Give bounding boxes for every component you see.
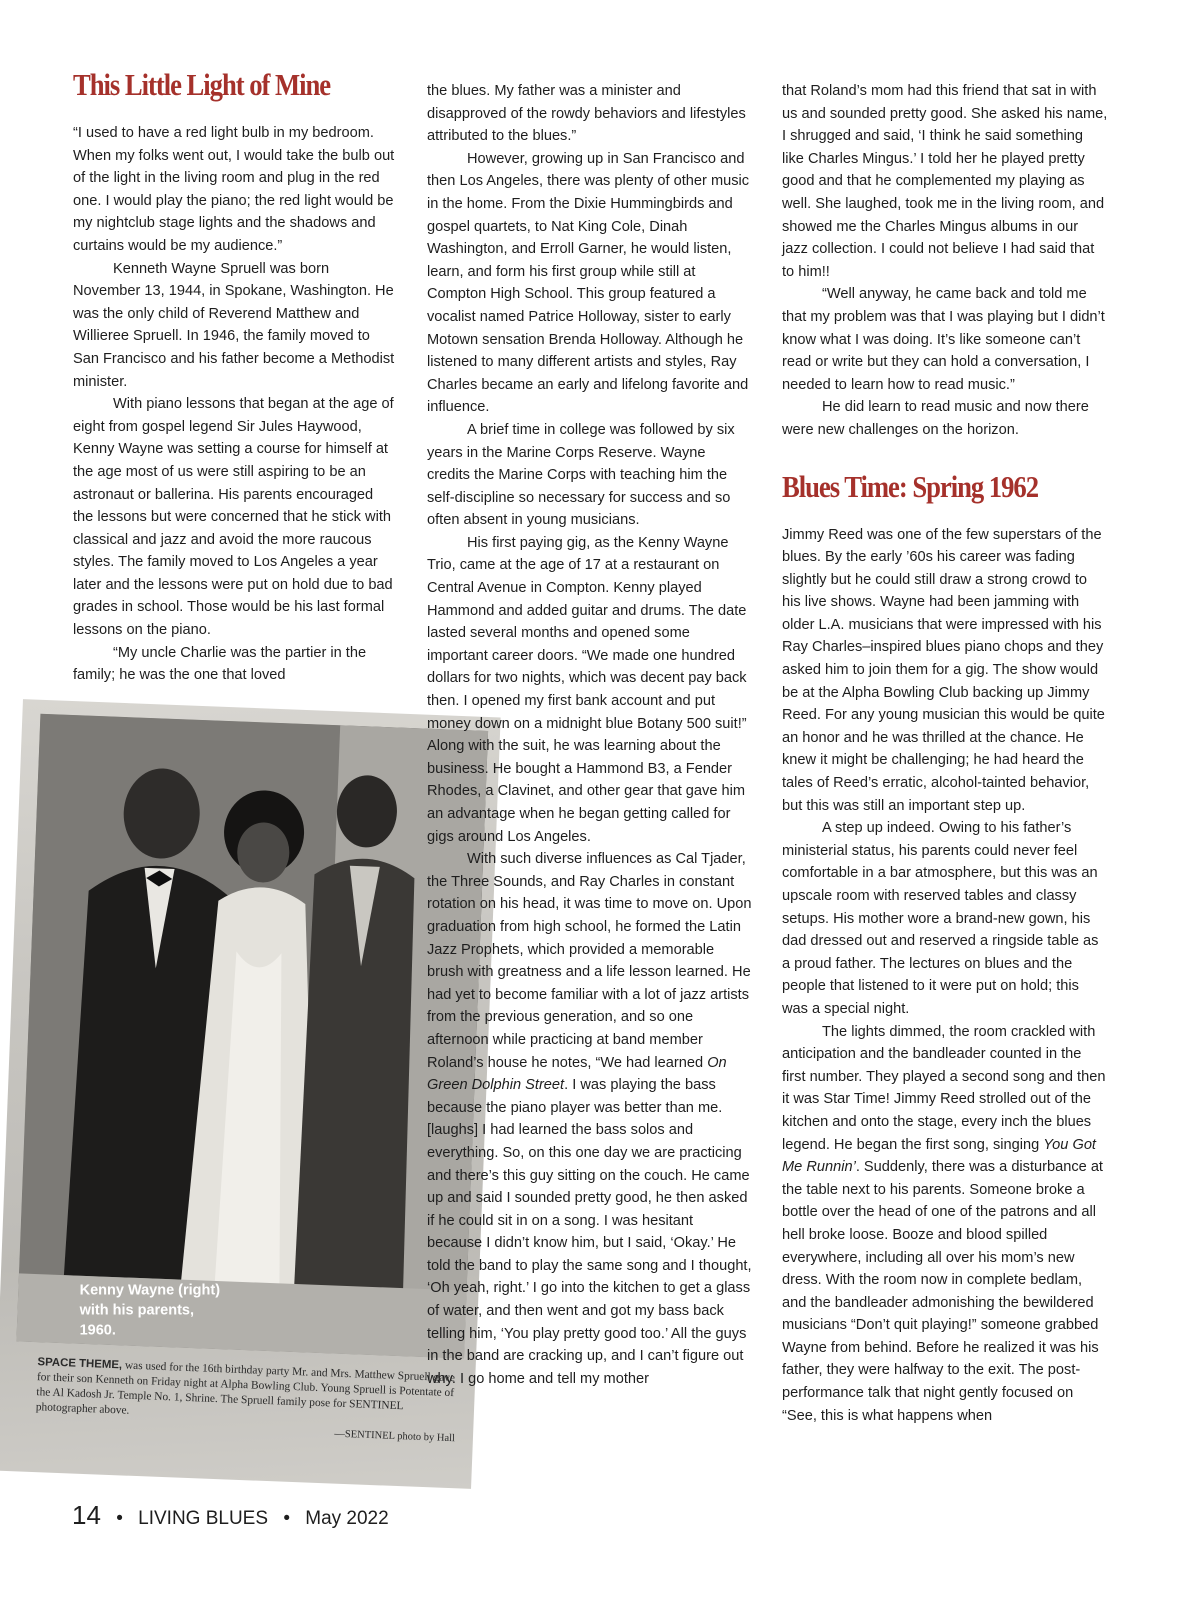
paragraph: However, growing up in San Francisco and then Los Angeles, there was plenty of other music in the home. From the Dixie Hummingbirds and gospel quartets, to Nat King Cole, Dinah Washington, and Erroll Garner, he would listen, learn, and form his first group while still at Compton High School. This group featured a vocalist named Patrice Holloway, sister to early Motown sensation Brenda Holloway. Although he listened to many different artists and styles, Ray Charles became an early and lifelong favorite and influence.	[427, 150, 750, 416]
paragraph-text: The lights dimmed, the room crackled with anticipation and the bandleader counted in the first number. They played a second song and then it was Star Time! Jimmy Reed strolled out of the kitchen and onto the stage, every inch the blues legend. He began the first song, singing	[782, 1023, 1106, 1153]
paragraph	[782, 1021, 1108, 1428]
paragraph: His first paying gig, as the Kenny Wayne Trio, came at the age of 17 at a restaurant on Central Avenue in Compton. Kenny played Hammond and added guitar and drums. The date lasted several months and opened some important career doors. “We made one hundred dollars for two nights, which was decent pay back then. I opened my first bank account and put money down on a midnight blue Botany 500 suit!” Along with the suit, he was learning about the business. He bought a Hammond B3, a Fender Rhodes, a Clavinet, and other gear that gave him an advantage when he began getting called for gigs around Los Angeles.	[427, 534, 747, 845]
paragraph-text: . I was playing the bass because the piano player was better than me. [laughs] I had learned the bass solos and everything. So, on this one day we are practicing and there’s this guy sitting on the couch. He came up and said I sounded pretty good, he then asked if he could sit in on a song. I was hesitant because I didn’t know him, but I said, ‘Okay.’ He told the band to play the same song and I thought, ‘Oh yeah, right.’ I go into the kitchen to get a glass of water, and then went and got my bass back telling him, ‘You play pretty good too.’ All the guys in the band are cracking up, and I can’t figure out why. I go home and tell my mother	[427, 1077, 752, 1387]
family-photo	[16, 714, 488, 1359]
paragraph: the blues. My father was a minister and disapproved of the rowdy behaviors and lifestyles attributed to the blues.”	[427, 83, 746, 145]
paragraph-text: . Suddenly, there was a disturbance at the table next to his parents. Someone broke a bottle over the head of one of the patrons and all hell broke loose. Booze and blood spilled everywhere, including all over his mom’s new dress. With the room now in complete bedlam, and the bandleader admonishing the bewildered musicians “Don’t quit playing!” someone grabbed Wayne from behind. Before he realized it was his father, they were halfway to the exit. The post-performance talk that night gently focused on “See, this is what happens when	[782, 1159, 1103, 1424]
paragraph: that Roland’s mom had this friend that sat in with us and sounded pretty good. She asked his name, I shrugged and said, ‘I think he said something like Charles Mingus.’ I told her he played pretty good and that he complemented my playing as well. She laughed, took me in the living room, and showed me the Charles Mingus albums in our jazz collection. I could not believe I had said that to him!!	[782, 83, 1108, 280]
clipping-text: was used for the 16th birthday party Mr. and Mrs. Matthew Spruell gave for their son Kenneth on Friday night at Alpha Bowling Club. Young Spruell is Potentate of the Al Kadosh Jr. Temple No. 1, Shrine. The Spruell family pose for SENTINEL photographer above.	[35, 1359, 456, 1417]
footer-bullet: •	[283, 1508, 290, 1529]
photo-caption: Kenny Wayne (right) with his parents, 1960.	[79, 1282, 221, 1339]
issue-date: May 2022	[305, 1508, 389, 1529]
paragraph: A brief time in college was followed by six years in the Marine Corps Reserve. Wayne credits the Marine Corps with teaching him the self-discipline so necessary for success and so often absent in young musicians.	[427, 421, 735, 529]
column-2	[427, 80, 752, 1390]
song-title: On Green Dolphin Street	[427, 1054, 727, 1094]
column-3	[782, 80, 1108, 1427]
paragraph: “Well anyway, he came back and told me that my problem was that I was playing but I didn’t know what I was doing. It’s like someone can’t read or write but they can hold a conversation, I needed to learn how to read music.”	[782, 286, 1105, 393]
paragraph: Jimmy Reed was one of the few superstars of the blues. By the early ’60s his career was fading slightly but he could still draw a strong crowd to his live shows. Wayne had been jamming with older L.A. musicians that were impressed with his Ray Charles–inspired blues piano chops and they asked him to join them for a gig. The show would be at the Alpha Bowling Club backing up Jimmy Reed. For any young musician this would be quite an honor and he was thrilled at the chance. He knew it might be challenging; he had heard the tales of Reed’s erratic, alcohol-tainted behavior, but this was still an important step up.	[782, 526, 1105, 814]
clipping-credit: —SENTINEL photo by Hall	[334, 1428, 456, 1445]
paragraph-text: With such diverse influences as Cal Tjader, the Three Sounds, and Ray Charles in constant rotation on his head, it was time to move on. Upon graduation from high school, he formed the Latin Jazz Prophets, which provided a memorable brush with greatness and a life lesson learned. He had yet to become familiar with a lot of jazz artists from the previous generation, and so one afternoon while practicing at band member Roland’s house he notes, “We had learned	[427, 851, 752, 1071]
clipping-caption	[35, 1355, 458, 1446]
magazine-name: LIVING BLUES	[138, 1508, 269, 1529]
family-figures-illustration	[16, 714, 488, 1359]
song-title: You Got Me Runnin’	[782, 1136, 1096, 1176]
column-1	[73, 67, 395, 687]
section-heading-blues-time: Blues Time: Spring 1962	[782, 468, 1039, 504]
page-number: 14	[72, 1500, 101, 1530]
paragraph: Kenneth Wayne Spruell was born November 13, 1944, in Spokane, Washington. He was the only child of Reverend Matthew and Willieree Spruell. In 1946, the family moved to San Francisco and his father become a Methodist minister.	[73, 260, 395, 390]
paragraph: With piano lessons that began at the age of eight from gospel legend Sir Jules Haywood, Kenny Wayne was setting a course for himself at the age most of us were still aspiring to be an astronaut or ballerina. His parents encouraged the lessons but were concerned that he stick with classical and jazz and avoid the more raucous styles. The family moved to Los Angeles a year later and the lessons were put on hold due to bad grades in school. Those would be his last formal lessons on the piano.	[73, 396, 394, 639]
paragraph: “My uncle Charlie was the partier in the family; he was the one that loved	[73, 644, 367, 684]
footer-bullet: •	[116, 1508, 123, 1529]
clipping-lead: SPACE THEME,	[37, 1356, 123, 1372]
page-footer	[72, 1500, 389, 1531]
newspaper-clipping-photo	[0, 699, 501, 1489]
section-heading-this-little-light: This Little Light of Mine	[73, 67, 331, 102]
paragraph: A step up indeed. Owing to his father’s ministerial status, his parents could never feel comfortable in a bar atmosphere, but this was an upscale room with reserved tables and classy setups. His mother wore a brand-new gown, his dad dressed out and reserved a ringside table as a proud father. The lectures on blues and the people that listened to it were put on hold; this was a special night.	[782, 820, 1099, 1017]
paragraph: He did learn to read music and now there were new challenges on the horizon.	[782, 399, 1089, 438]
paragraph	[427, 848, 752, 1390]
paragraph: “I used to have a red light bulb in my bedroom. When my folks went out, I would take the bulb out of the light in the living room and plug in the red one. I would play the piano; the red light would be my nightclub stage lights and the shadows and curtains would be my audience.”	[73, 125, 395, 254]
